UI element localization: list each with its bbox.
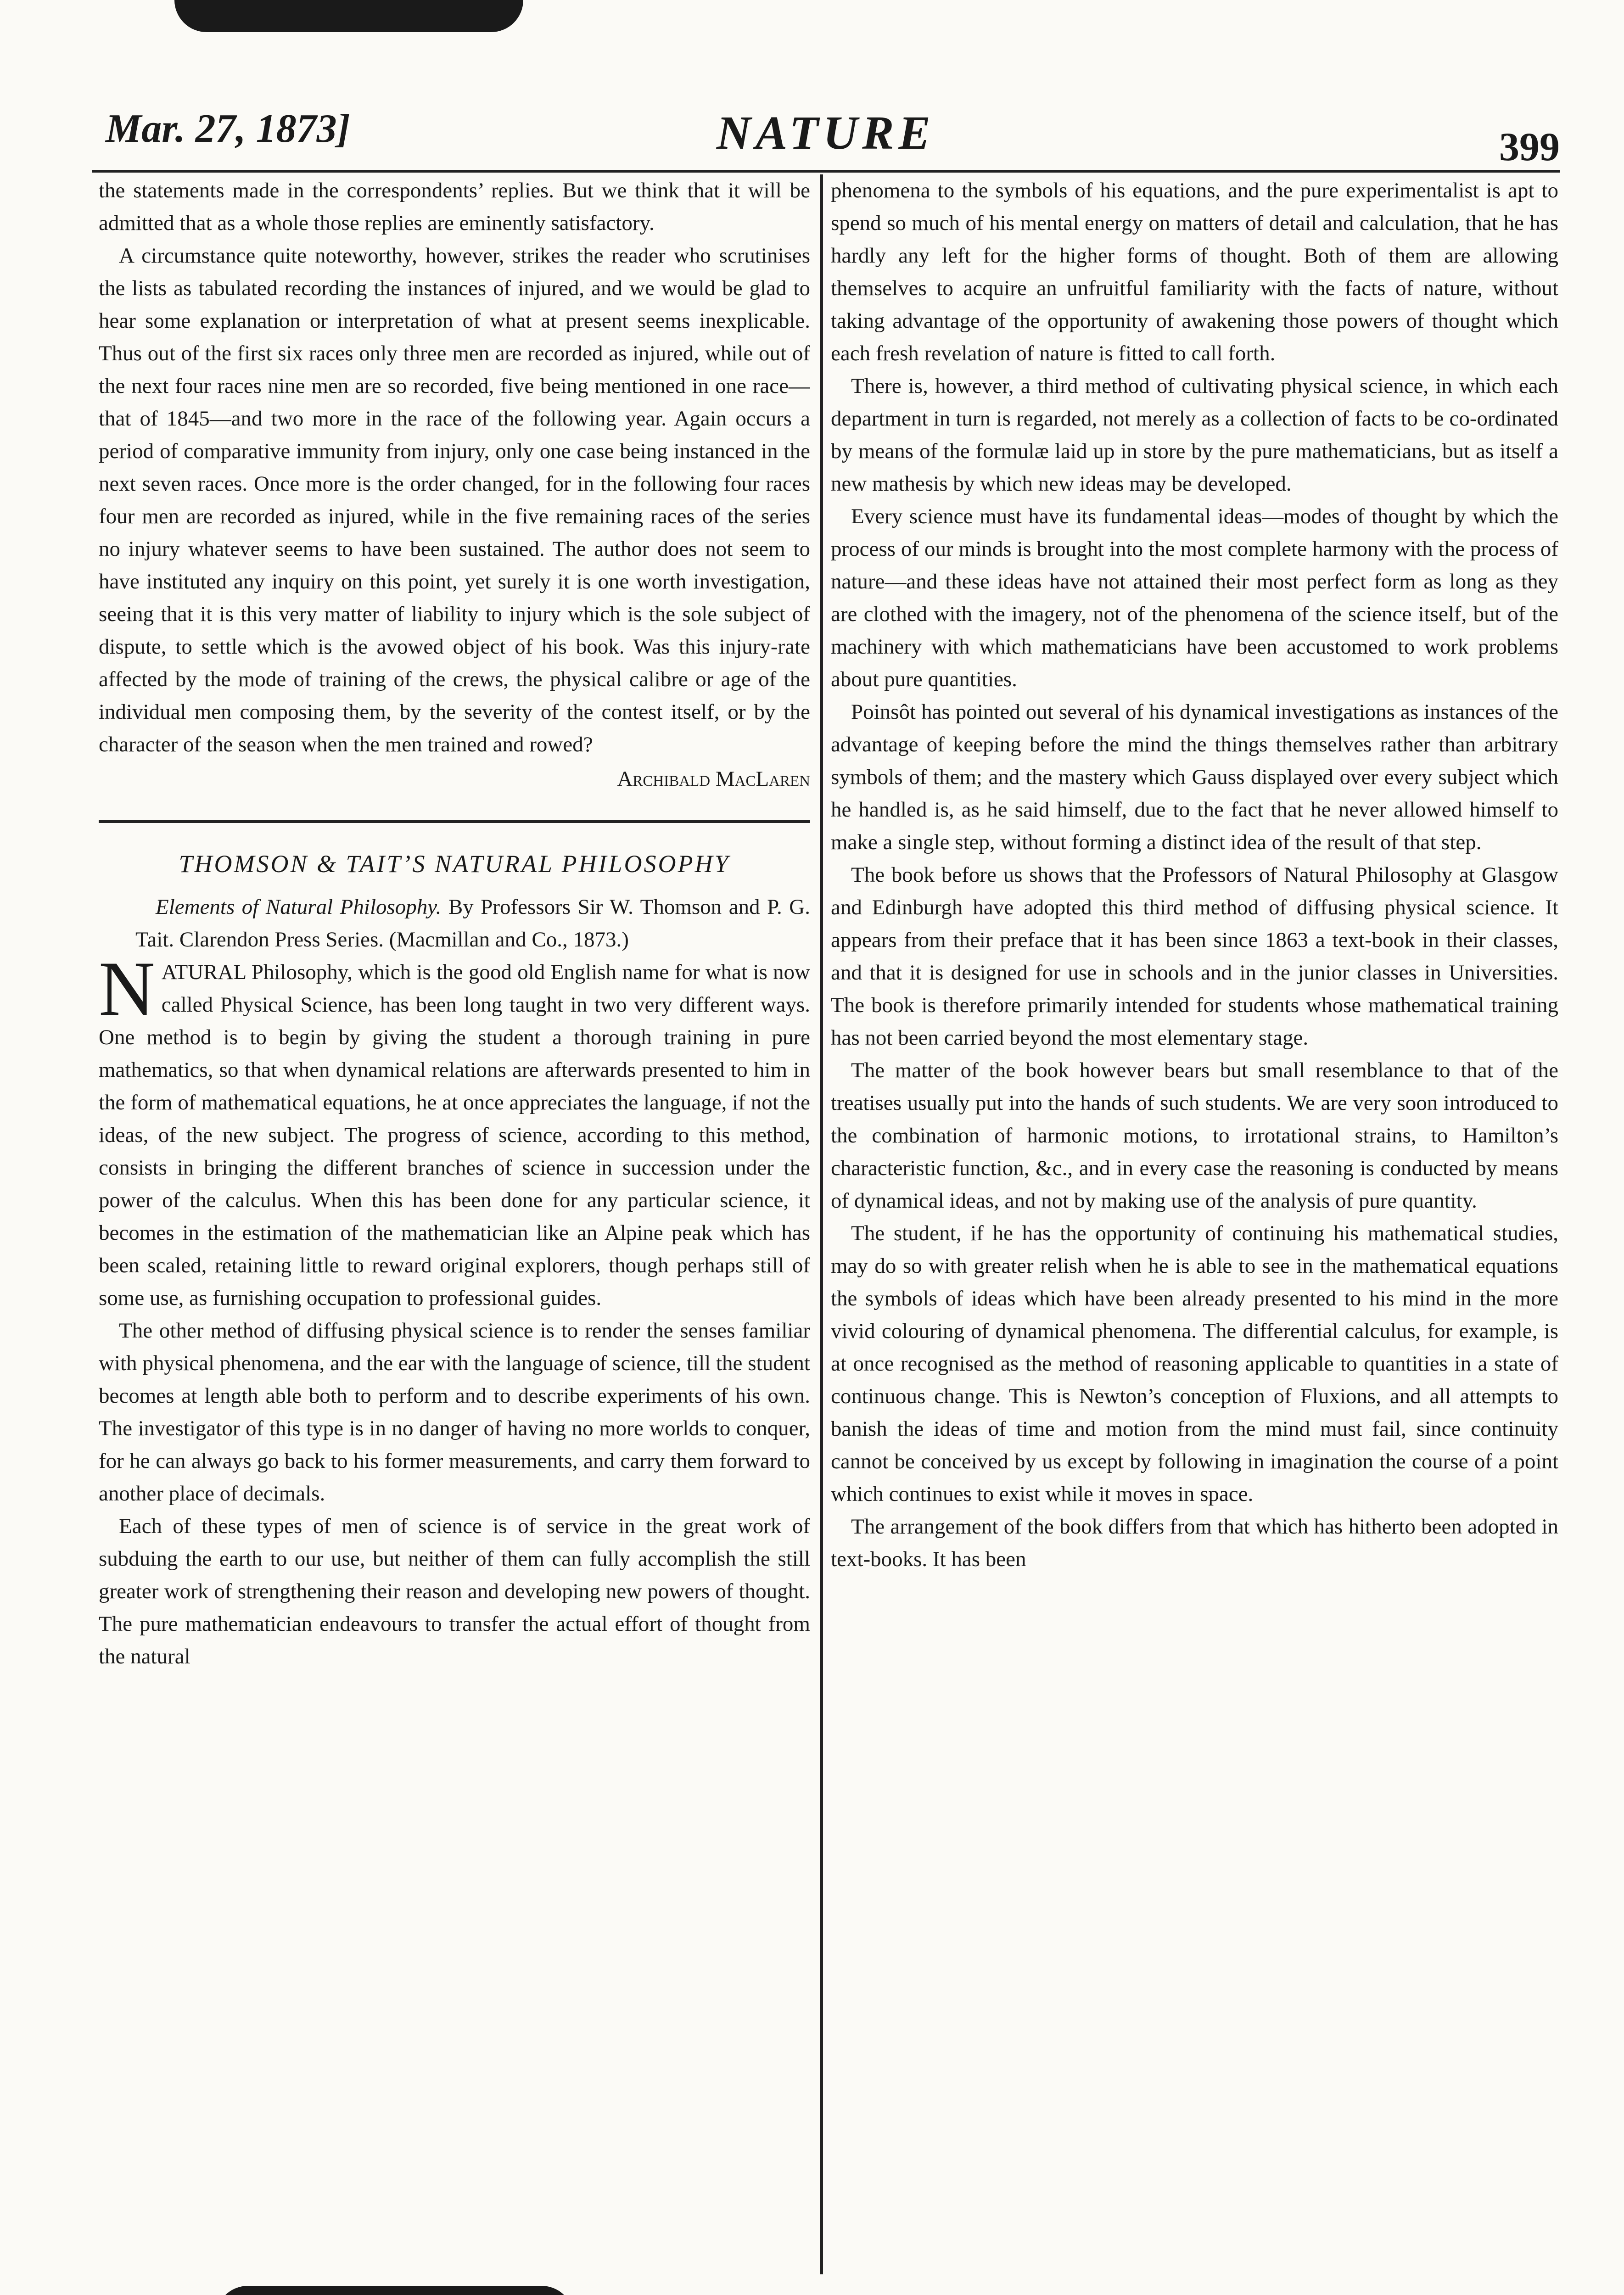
page-header	[92, 92, 1560, 170]
review-title: THOMSON & TAIT’S NATURAL PHILOSOPHY	[179, 850, 730, 878]
book-reference	[99, 891, 810, 956]
header-rule	[92, 170, 1560, 173]
paragraph: Every science must have its fundamental ideas—modes of thought by which the process of our minds is brought into the most complete harmony with the process of nature—and these ideas have not attained their most perfect form as long as they are clothed with the imagery, not of the phenomena of the science itself, but of the machinery with which mathematicians have been accustomed to work problems about pure quantities.	[831, 504, 1558, 691]
paragraph: the statements made in the correspondents’ replies. But we think that it will be admitted that as a whole those replies are eminently satisfactory.	[99, 179, 810, 235]
paragraph: Each of these types of men of science is of service in the great work of subduing the earth to our use, but neither of them can fully accomplish the still greater work of strengthening their reason and developing new powers of thought. The pure mathematician endeavours to transfer the actual effort of thought from the natural	[99, 1514, 810, 1668]
column-rule	[820, 174, 823, 2274]
issue-date: Mar. 27, 1873]	[106, 106, 350, 151]
paragraph: phenomena to the symbols of his equations, and the pure experimentalist is apt to spend so much of his mental energy on matters of detail and calculation, that he has hardly any left for the higher forms of thought. Both of them are allowing themselves to acquire an unfruitful familiarity with the facts of nature, without taking advantage of the opportunity of awakening those powers of thought which each fresh revelation of nature is fitted to call forth.	[831, 179, 1558, 365]
right-column	[831, 174, 1558, 2274]
opening-text: ATURAL Philosophy, which is the good old English name for what is now called Physical Science, has been long taught in two very different ways. One method is to begin by giving the student a thorough training in pure mathematics, so that when dynamical relations are afterwards presented to him in the form of mathematical equations, he at once appreciates the language, if not the ideas, of the new subject. The progress of science, according to this method, consists in bringing the different branches of science in succession under the power of the calculus. When this has been done for any particular science, it becomes in the estimation of the mathematician like an Alpine peak which has been scaled, retaining little to reward original explorers, though perhaps still of some use, as furnishing occupation to professional guides.	[99, 960, 810, 1310]
opening-paragraph	[99, 946, 810, 1315]
drop-cap: N	[99, 946, 155, 1032]
paragraph: Poinsôt has pointed out several of his dynamical investigations as instances of the advantage of keeping before the mind the things themselves rather than arbitrary symbols of them; and the mastery which Gauss displayed over every subject which he handled is, as he said himself, due to the fact that he never allowed himself to make a single step, without forming a distinct idea of the result of that step.	[831, 700, 1558, 854]
paragraph: The book before us shows that the Professors of Natural Philosophy at Glasgow and Edinburgh have adopted this third method of diffusing physical science. It appears from their preface that it has been since 1863 a text-book in their classes, and that it is designed for use in schools and in the junior classes in Universities. The book is therefore primarily intended for students whose mathematical training has not been carried beyond the most elementary stage.	[831, 863, 1558, 1050]
paragraph: A circumstance quite noteworthy, however, strikes the reader who scrutinises the lists as tabulated recording the instances of injured, and we would be glad to hear some explanation or interpretation of what at present seems inexplicable. Thus out of the first six races only three men are recorded as injured, while out of the next four races nine men are so recorded, five being mentioned in one race—that of 1845—and two more in the race of the following year. Again occurs a period of comparative immunity from injury, only one case being instanced in the next seven races. Once more is the order changed, for in the following four races four men are recorded as injured, while in the five remaining races of the series no injury whatever seems to have been sustained. The author does not seem to have instituted any inquiry on this point, yet surely it is one worth investigation, seeing that it is this very matter of liability to injury which is the sole subject of dispute, to settle which is the avowed object of his book. Was this injury-rate affected by the mode of training of the crews, the physical calibre or age of the individual men composing them, by the severity of the contest itself, or by the character of the season when the men trained and rowed?	[99, 244, 810, 756]
paragraph: There is, however, a third method of cultivating physical science, in which each department in turn is regarded, not merely as a collection of facts to be co-ordinated by means of the formulæ laid up in store by the pure mathematicians, but as itself a new mathesis by which new ideas may be developed.	[831, 374, 1558, 496]
paragraph: The arrangement of the book differs from that which has hitherto been adopted in text-books. It has been	[831, 1515, 1558, 1571]
author-signature: Archibald MacLaren	[617, 767, 810, 791]
book-title: Elements of Natural Philosophy.	[156, 895, 442, 919]
scan-artifact-top	[174, 0, 523, 32]
paragraph: The other method of diffusing physical science is to render the senses familiar with physical phenomena, and the ear with the language of science, till the student becomes at length able both to perform and to describe experiments of his own. The investigator of this type is in no danger of having no more worlds to conquer, for he can always go back to his former measurements, and carry them forward to another place of decimals.	[99, 1319, 810, 1506]
journal-masthead: NATURE	[716, 106, 935, 159]
paragraph: The student, if he has the opportunity of continuing his mathematical studies, may do so with greater relish when he is able to see in the mathematical equations the symbols of ideas which have been already presented to his mind in the more vivid colouring of dynamical phenomena. The differential calculus, for example, is at once recognised as the method of reasoning applicable to quantities in a state of continuous change. This is Newton’s conception of Fluxions, and all attempts to banish the ideas of time and motion from the mind must fail, since continuity cannot be conceived by us except by following in imagination the course of a point which continues to exist while it moves in space.	[831, 1221, 1558, 1506]
section-divider	[99, 820, 810, 823]
paragraph: The matter of the book however bears but small resemblance to that of the treatises usually put into the hands of such students. We are very soon introduced to the combination of harmonic motions, to irrotational strains, to Hamilton’s characteristic function, &c., and in every case the reasoning is conducted by means of dynamical ideas, and not by making use of the analysis of pure quantity.	[831, 1058, 1558, 1213]
left-column	[99, 174, 810, 2274]
book-details: By Professors Sir W. Thomson and P. G. Tait. Clarendon Press Series. (Macmillan and Co., 1873.)	[135, 895, 810, 952]
page-number: 399	[1499, 125, 1560, 169]
scan-artifact-bottom	[216, 2286, 574, 2295]
